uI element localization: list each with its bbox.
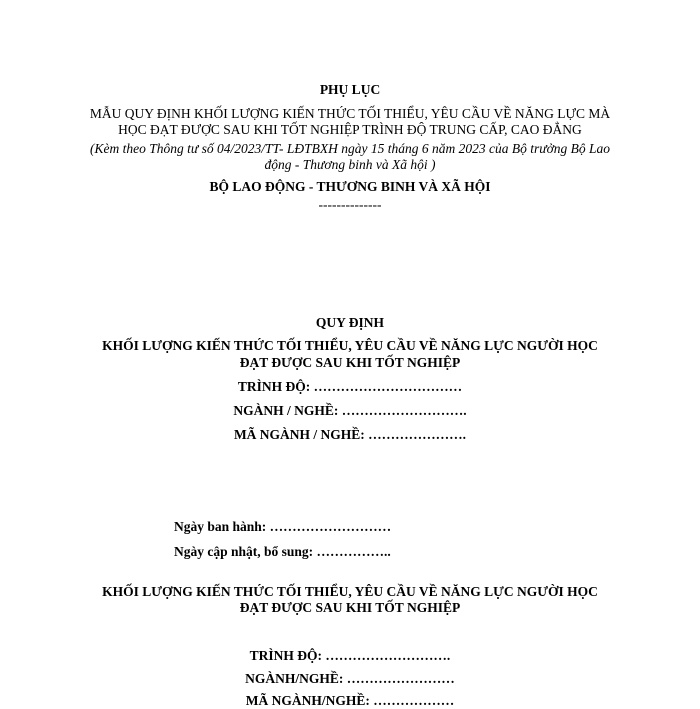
section2-heading-line1: KHỐI LƯỢNG KIẾN THỨC TỐI THIỂU, YÊU CẦU VỀ NĂNG LỰC NGƯỜI HỌC (102, 584, 598, 599)
occupation-field: NGÀNH / NGHỀ: ………………………. (233, 403, 467, 418)
section2-occupation-code-field: MÃ NGÀNH/NGHỀ: ……………… (245, 693, 455, 708)
ministry-name: BỘ LAO ĐỘNG - THƯƠNG BINH VÀ XÃ HỘI (209, 179, 491, 194)
section2-occupation-field: NGÀNH/NGHỀ: …………………… (245, 671, 455, 686)
regulation-heading-line2: ĐẠT ĐƯỢC SAU KHI TỐT NGHIỆP (239, 355, 461, 370)
divider: -------------- (318, 197, 382, 212)
appendix-title: PHỤ LỤC (319, 82, 381, 97)
regulation-heading-line1: KHỐI LƯỢNG KIẾN THỨC TỐI THIỂU, YÊU CẦU VỀ NĂNG LỰC NGƯỜI HỌC (102, 338, 598, 353)
level-field: TRÌNH ĐỘ: …………………………… (237, 379, 463, 394)
update-date: Ngày cập nhật, bổ sung: …………….. (174, 544, 391, 559)
appendix-subtitle-line2: HỌC ĐẠT ĐƯỢC SAU KHI TỐT NGHIỆP TRÌNH ĐỘ TRUNG CẤP, CAO ĐẲNG (118, 122, 582, 137)
regulation-title: QUY ĐỊNH (315, 315, 385, 330)
section2-level-field: TRÌNH ĐỘ: ………………………. (249, 648, 451, 663)
appendix-note-line1: (Kèm theo Thông tư số 04/2023/TT- LĐTBXH ngày 15 tháng 6 năm 2023 của Bộ trưởng Bộ Lao (89, 141, 611, 156)
appendix-note-line2: động - Thương binh và Xã hội ) (264, 157, 436, 172)
appendix-subtitle-line1: MẪU QUY ĐỊNH KHỐI LƯỢNG KIẾN THỨC TỐI THIỂU, YÊU CẦU VỀ NĂNG LỰC MÀ (89, 106, 611, 121)
occupation-code-field: MÃ NGÀNH / NGHỀ: …………………. (233, 427, 467, 442)
issue-date: Ngày ban hành: ……………………… (174, 519, 392, 534)
section2-heading-line2: ĐẠT ĐƯỢC SAU KHI TỐT NGHIỆP (239, 600, 461, 615)
